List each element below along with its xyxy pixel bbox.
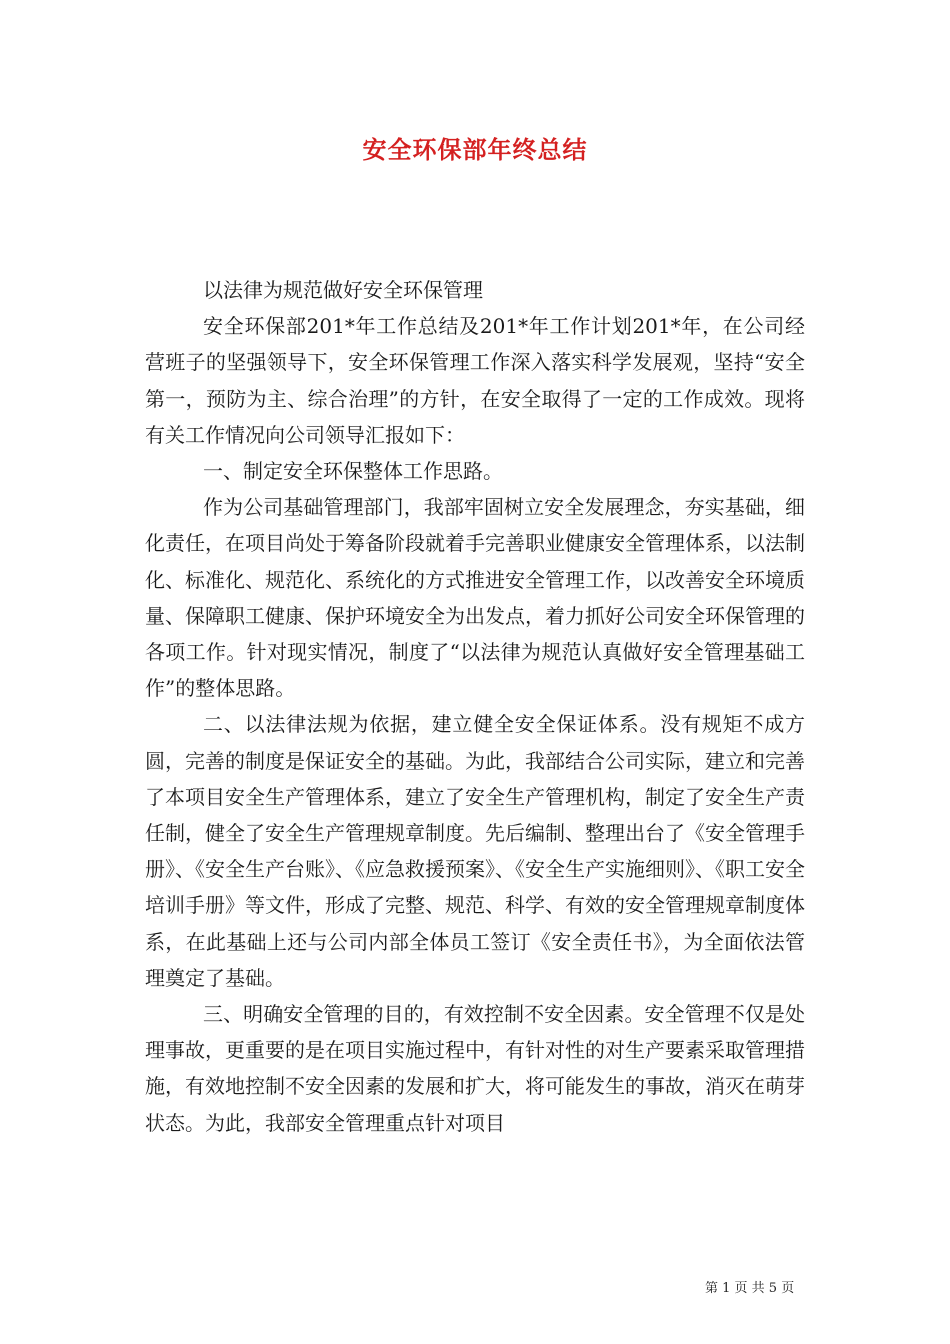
document-title: 安全环保部年终总结 <box>362 135 588 164</box>
page-number: 第 1 页 共 5 页 <box>705 1281 795 1296</box>
body-paragraph: 三、明确安全管理的目的，有效控制不安全因素。安全管理不仅是处理事故，更重要的是在项目实施过程中，有针对性的对生产要素采取管理措施，有效地控制不安全因素的发展和扩大，将可能发生的事故，消灭在萌芽状态。为此，我部安全管理重点针对项目 <box>145 1002 805 1135</box>
body-paragraph: 一、制定安全环保整体工作思路。 <box>203 459 503 484</box>
body-paragraph: 作为公司基础管理部门，我部牢固树立安全发展理念，夯实基础，细化责任，在项目尚处于筹备阶段就着手完善职业健康安全管理体系，以法制化、标准化、规范化、系统化的方式推进安全管理工作，以改善安全环境质量、保障职工健康、保护环境安全为出发点，着力抓好公司安全环保管理的各项工作。针对现实情况，制度了“以法律为规范认真做好安全管理基础工作”的整体思路。 <box>145 495 805 701</box>
body-paragraph: 二、以法律法规为依据，建立健全安全保证体系。没有规矩不成方圆，完善的制度是保证安全的基础。为此，我部结合公司实际，建立和完善了本项目安全生产管理体系，建立了安全生产管理机构，制定了安全生产责任制，健全了安全生产管理规章制度。先后编制、整理出台了《安全管理手册》、《安全生产台账》、《应急救援预案》、《安全生产实施细则》、《职工安全培训手册》等文件，形成了完整、规范、科学、有效的安全管理规章制度体系，在此基础上还与公司内部全体员工签订《安全责任书》，为全面依法管理奠定了基础。 <box>145 712 805 990</box>
body-paragraph: 以法律为规范做好安全环保管理 <box>203 278 483 302</box>
body-paragraph: 安全环保部201*年工作总结及201*年工作计划201*年，在公司经营班子的坚强领导下，安全环保管理工作深入落实科学发展观，坚持“安全第一，预防为主、综合治理”的方针，在安全取得了一定的工作成效。现将有关工作情况向公司领导汇报如下： <box>145 314 805 447</box>
document-body <box>145 272 805 1141</box>
